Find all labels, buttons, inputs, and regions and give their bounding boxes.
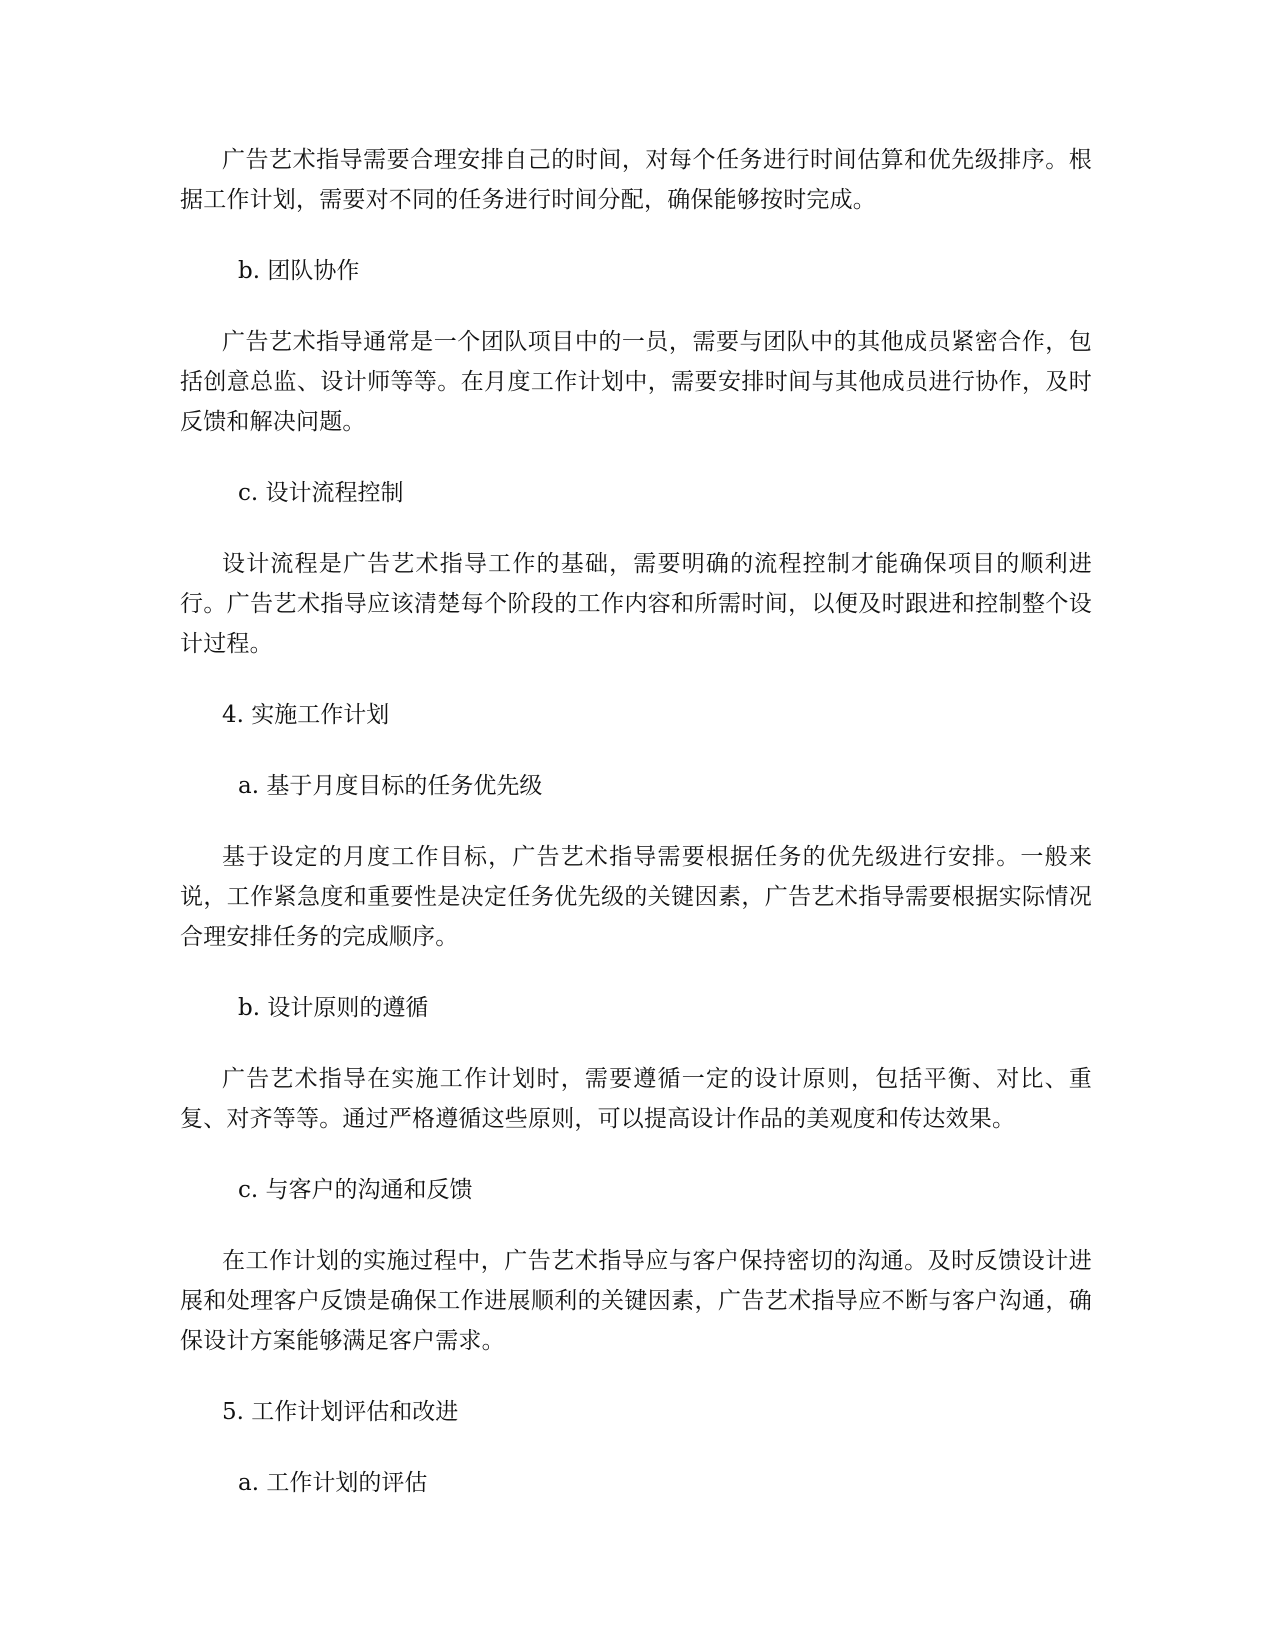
heading-implement-plan: 4. 实施工作计划 <box>222 702 390 728</box>
paragraph-design-principles: 广告艺术指导在实施工作计划时，需要遵循一定的设计原则，包括平衡、对比、重复、对齐等等。通过严格遵循这些原则，可以提高设计作品的美观度和传达效果。 <box>180 1066 1092 1132</box>
heading-design-process-control: c. 设计流程控制 <box>238 480 404 506</box>
paragraph-time-management: 广告艺术指导需要合理安排自己的时间，对每个任务进行时间估算和优先级排序。根据工作计划，需要对不同的任务进行时间分配，确保能够按时完成。 <box>180 147 1092 213</box>
document-page <box>180 140 1092 1534</box>
paragraph-design-process-control: 设计流程是广告艺术指导工作的基础，需要明确的流程控制才能确保项目的顺利进行。广告艺术指导应该清楚每个阶段的工作内容和所需时间，以便及时跟进和控制整个设计过程。 <box>180 551 1092 657</box>
paragraph-task-priority: 基于设定的月度工作目标，广告艺术指导需要根据任务的优先级进行安排。一般来说，工作紧急度和重要性是决定任务优先级的关键因素，广告艺术指导需要根据实际情况合理安排任务的完成顺序。 <box>180 844 1092 950</box>
heading-client-communication: c. 与客户的沟通和反馈 <box>238 1177 473 1203</box>
paragraph-team-collaboration: 广告艺术指导通常是一个团队项目中的一员，需要与团队中的其他成员紧密合作，包括创意总监、设计师等等。在月度工作计划中，需要安排时间与其他成员进行协作，及时反馈和解决问题。 <box>180 329 1092 435</box>
heading-plan-evaluation: a. 工作计划的评估 <box>238 1470 428 1496</box>
heading-task-priority: a. 基于月度目标的任务优先级 <box>238 773 543 799</box>
heading-team-collaboration: b. 团队协作 <box>238 258 360 284</box>
heading-evaluation-improvement: 5. 工作计划评估和改进 <box>222 1399 459 1425</box>
heading-design-principles: b. 设计原则的遵循 <box>238 995 429 1021</box>
paragraph-client-communication: 在工作计划的实施过程中，广告艺术指导应与客户保持密切的沟通。及时反馈设计进展和处理客户反馈是确保工作进展顺利的关键因素，广告艺术指导应不断与客户沟通，确保设计方案能够满足客户需求。 <box>180 1248 1092 1354</box>
